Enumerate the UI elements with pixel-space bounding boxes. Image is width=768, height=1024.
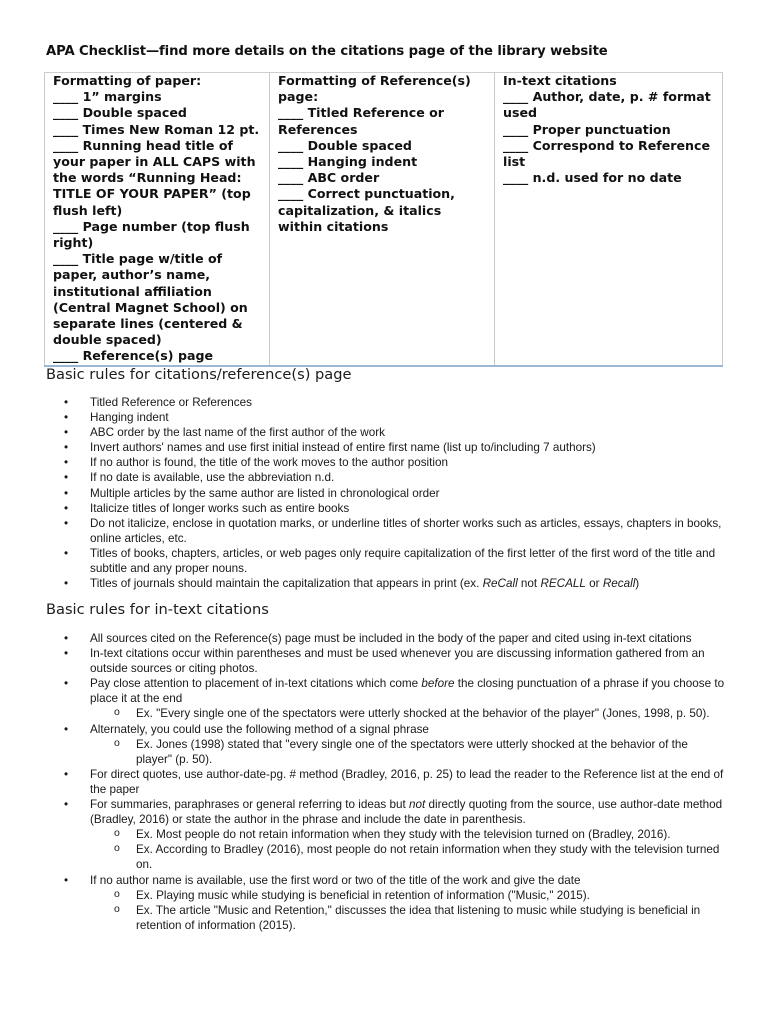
italic-example: RECALL — [540, 577, 586, 591]
checklist-item: ____ Times New Roman 12 pt. — [53, 121, 260, 137]
checklist-item: ____ Hanging indent — [278, 154, 418, 170]
list-item: • Multiple articles by the same author are listed in chronological order — [46, 486, 726, 501]
example-list — [90, 827, 726, 872]
text: directly quoting from the source, use author-date method (Bradley, 2016) or state the author in the phrase and include the date in parenthesis. — [90, 798, 723, 827]
list-item: • ABC order by the last name of the first author of the work — [46, 425, 726, 440]
example-list — [90, 888, 726, 933]
checklist-column-reference-formatting — [270, 73, 495, 367]
text: Alternately, you could use the following method of a signal phrase — [90, 722, 429, 736]
text: or — [585, 577, 603, 591]
example-item: o Ex. Most people do not retain information when they study with the television turned on (Bradley, 2016). — [90, 827, 726, 842]
example-list — [90, 706, 726, 721]
checklist-row — [45, 73, 723, 367]
checklist-column-in-text-citations — [495, 73, 723, 367]
italic-example: ReCall — [482, 577, 518, 591]
list-item: • Do not italicize, enclose in quotation marks, or underline titles of shorter works such as articles, essays, chapters in books, online articles, etc. — [46, 516, 726, 546]
list-item: • In-text citations occur within parentheses and must be used whenever you are discussing information gathered from an outside sources or citing photos. — [46, 646, 726, 676]
list-item: • Titles of books, chapters, articles, or web pages only require capitalization of the first letter of the first word of the title and subtitle and any proper nouns. — [46, 546, 726, 576]
text: Titles of journals should maintain the capitalization that appears in print (ex. — [90, 577, 483, 591]
list-item: • Titled Reference or References — [46, 395, 726, 410]
checklist-item: ____ 1” margins — [53, 89, 162, 105]
text: If no author name is available, use the first word or two of the title of the work and give the date — [90, 873, 581, 887]
column-heading: Formatting of paper: — [53, 73, 202, 88]
checklist-item: ____ Double spaced — [53, 105, 187, 121]
example-item: o Ex. Jones (1998) stated that "every single one of the spectators were utterly shocked at the behavior of the player" (p. 50). — [90, 737, 726, 767]
checklist-item: ____ Proper punctuation — [503, 121, 671, 137]
in-text-rules-heading: Basic rules for in-text citations — [46, 601, 269, 618]
reference-rules-list — [46, 395, 726, 591]
italic-word: not — [408, 798, 426, 812]
checklist-item: ____ Double spaced — [278, 137, 412, 153]
apa-checklist-table — [44, 72, 723, 367]
example-item: o Ex. The article "Music and Retention," discusses the idea that listening to music while studying is beneficial in retention of information (2015). — [90, 903, 726, 933]
checklist-item: ____ Reference(s) page — [53, 348, 214, 364]
text: the closing punctuation of a phrase if you choose to place it at the end — [90, 677, 725, 706]
checklist-item: ____ Correspond to Reference list — [503, 137, 710, 170]
checklist-item: ____ Correct punctuation, capitalization, & italics within citations — [278, 186, 455, 234]
list-item: • Italicize titles of longer works such as entire books — [46, 501, 726, 516]
list-item: • For direct quotes, use author-date-pg. # method (Bradley, 2016, p. 25) to lead the reader to the Reference list at the end of the paper — [46, 767, 726, 797]
example-item: o Ex. Playing music while studying is beneficial in retention of information ("Music," 2015). — [90, 888, 726, 903]
text: not — [517, 577, 541, 591]
checklist-column-paper-formatting — [45, 73, 270, 367]
example-item: o Ex. "Every single one of the spectators were utterly shocked at the behavior of the player" (Jones, 1998, p. 50). — [90, 706, 726, 721]
in-text-rules-list — [46, 631, 726, 933]
checklist-item: ____ n.d. used for no date — [503, 170, 682, 186]
column-heading: In-text citations — [503, 73, 617, 88]
checklist-item: ____ ABC order — [278, 170, 380, 186]
list-item: • All sources cited on the Reference(s) page must be included in the body of the paper and cited using in-text citations — [46, 631, 726, 646]
text: For summaries, paraphrases or general referring to ideas but — [90, 798, 409, 812]
example-item: o Ex. According to Bradley (2016), most people do not retain information when they study with the television turned on. — [90, 842, 726, 872]
list-item: • If no author is found, the title of the work moves to the author position — [46, 455, 726, 470]
text: ) — [635, 577, 640, 591]
list-item — [46, 873, 726, 933]
list-item: • Hanging indent — [46, 410, 726, 425]
list-item: • Invert authors' names and use first initial instead of entire first name (list up to/including 7 authors) — [46, 440, 726, 455]
example-list — [90, 737, 726, 767]
column-heading: Formatting of Reference(s) page: — [278, 73, 471, 105]
checklist-item: ____ Title page w/title of paper, author’s name, institutional affiliation (Central Magnet School) on separate lines (centered & double spaced) — [53, 251, 248, 348]
list-item — [46, 576, 726, 591]
list-item: • If no date is available, use the abbreviation n.d. — [46, 470, 726, 485]
checklist-item: ____ Titled Reference or References — [278, 105, 444, 137]
checklist-item: ____ Running head title of your paper in ALL CAPS with the words “Running Head: TITLE OF YOUR PAPER” (top flush left) — [53, 137, 256, 218]
italic-word: before — [421, 677, 455, 691]
reference-rules-heading: Basic rules for citations/reference(s) page — [46, 366, 352, 383]
document-title: APA Checklist—find more details on the citations page of the library website — [46, 44, 608, 59]
list-item — [46, 722, 726, 767]
list-item — [46, 676, 726, 721]
checklist-item: ____ Page number (top flush right) — [53, 218, 250, 251]
italic-example: Recall — [602, 577, 636, 591]
list-item — [46, 797, 726, 872]
checklist-item: ____ Author, date, p. # format used — [503, 89, 711, 121]
text: Pay close attention to placement of in-text citations which come — [90, 677, 422, 691]
